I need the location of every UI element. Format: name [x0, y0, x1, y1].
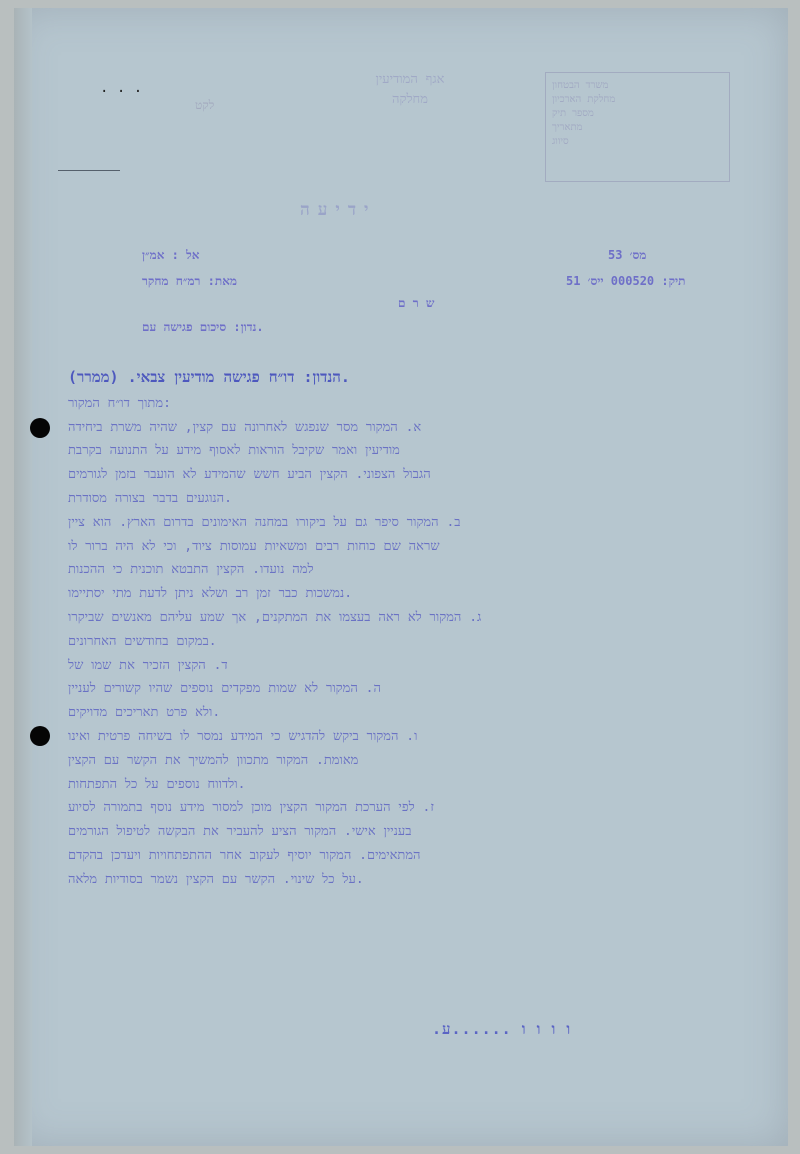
body-line: ולא פרט תאריכים מדויקים. [68, 705, 221, 721]
body-line: ג. המקור לא ראה בעצמו את המתקנים, אך שמע עליהם מאנשים שביקרו [68, 609, 482, 625]
body-line: ולדווח נוספים על כל התפתחות. [68, 776, 246, 792]
stamp-line: מתאריך [552, 122, 583, 133]
body-line: מאומת. המקור מתכוון להמשיך את הקשר עם הקצין [68, 752, 359, 768]
stamp-line: מספר תיק [552, 108, 594, 119]
body-line: שראה שם כוחות רבים ומשאיות עמוסות ציוד, וכי לא היה ברור לו [68, 538, 440, 554]
signature: .ו ו ו ו ......ע [432, 1020, 572, 1038]
document-title: ידיעה [300, 200, 377, 220]
report-body [68, 366, 708, 892]
body-line: ב. המקור סיפר גם על ביקורו במחנה האימונים בדרום הארץ. הוא ציין [68, 514, 461, 530]
header-left-ref: · · · [100, 84, 143, 100]
body-line: ד. הקצין הזכיר את שמו של [68, 657, 228, 673]
body-line: בעניין אישי. המקור הציע להעביר את הבקשה לטיפול הגורמים [68, 824, 412, 840]
body-line: מודיעין ואמר שקיבל הוראות לאסוף מידע על התנועה בקרבת [68, 443, 400, 459]
stamp-line: סיווג [552, 136, 569, 147]
body-line: א. המקור מסר שנפגש לאחרונה עם קצין, שהיה משרת ביחידה [68, 419, 422, 435]
body-line: הנוגעים בדבר בצורה מסודרת. [68, 490, 232, 506]
body-line: במקום בחודשים האחרונים. [68, 633, 217, 649]
stamp-line: מחלקת הארכיון [552, 94, 616, 105]
archive-stamp [545, 72, 730, 182]
body-line: נמשכות כבר זמן רב ושלא ניתן לדעת מתי יסתיימו. [68, 586, 353, 602]
body-line: מתוך דו״ח המקור: [68, 395, 171, 411]
body-line: ו. המקור ביקש להדגיש כי המידע נמסר לו בשיחה פרטית ואינו [68, 728, 418, 744]
ref-number: מס׳ 53 [608, 248, 647, 262]
from-line: מאת: רמ״ח מחקר [142, 274, 238, 288]
classification-center: ש ר ם [398, 296, 435, 310]
report-heading: הנדון: דו״ח פגישה מודיעין צבאי. (ממרר). [68, 368, 350, 386]
sheet-edge [14, 8, 32, 1146]
header-center [330, 70, 490, 110]
header-center-line1: אגף המודיעין [375, 72, 445, 87]
margin-dash [58, 170, 120, 171]
body-line: למה נועדו. הקצין התבטא תוכנית כי ההכנות [68, 562, 314, 578]
file-number: תיק: 000520 ייס׳ 51 [566, 274, 686, 288]
body-line: ז. לפי הערכת המקור הקצין מוכן למסור מידע נוסף בתמורה לסיוע [68, 800, 434, 816]
to-line: אל : אמ״ן [142, 248, 200, 262]
body-line: הגבול הצפוני. הקצין הביע חשש שהמידע לא הועבר בזמן לגורמים [68, 467, 431, 483]
body-line: המתאימים. המקור יוסיף לעקוב אחר ההתפתחויות ויעדכן בהקדם [68, 847, 421, 863]
header-left-ref-2: לקט [195, 98, 215, 112]
body-line: ה. המקור לא שמות מפקדים נוספים שהיו קשורים לעניין [68, 681, 381, 697]
header-center-line2: מחלקה [392, 92, 428, 107]
stamp-line: משרד הבטחון [552, 80, 609, 91]
binder-hole [30, 726, 50, 746]
binder-hole [30, 418, 50, 438]
body-line: על כל שינוי. הקשר עם הקצין נשמר בסודיות מלאה. [68, 871, 364, 887]
subject-line: נדון: סיכום פגישה עם. [142, 320, 264, 334]
